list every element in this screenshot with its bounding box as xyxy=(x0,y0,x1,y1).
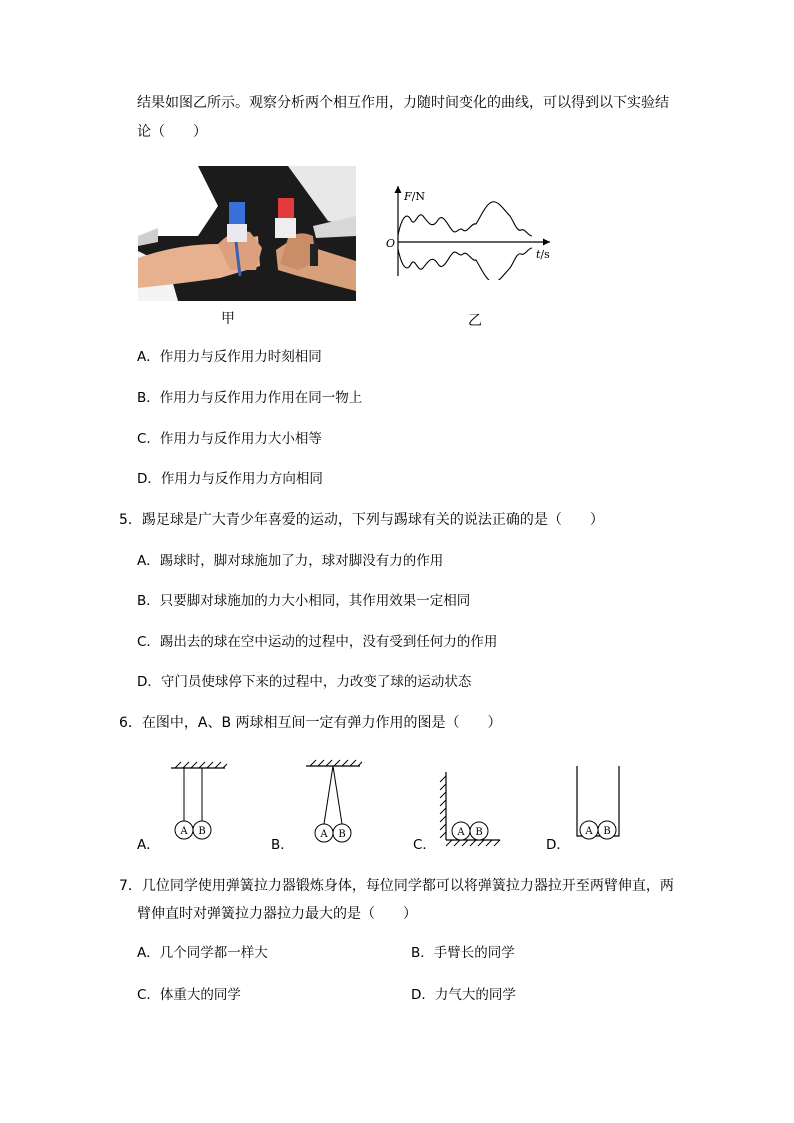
lower-force-curve xyxy=(398,248,532,280)
figure-yi-label: 乙 xyxy=(468,313,482,329)
q7-option-c: C．体重大的同学 xyxy=(137,987,241,1003)
ball-a-label: A xyxy=(585,826,593,837)
q4-option-a: A．作用力与反作用力时刻相同 xyxy=(137,349,322,365)
ball-b-label: B xyxy=(198,826,206,837)
q6-option-a-label: A． xyxy=(137,837,160,853)
q4-option-c: C．作用力与反作用力大小相等 xyxy=(137,431,322,447)
figure-b-diagram xyxy=(300,758,365,848)
q6-option-c-label: C． xyxy=(413,837,436,853)
ball-a-label: A xyxy=(180,826,188,837)
force-time-graph xyxy=(380,180,560,280)
q5-stem: 5．踢足球是广大青少年喜爱的运动，下列与踢球有关的说法正确的是（ ） xyxy=(119,512,604,528)
figure-jia-label: 甲 xyxy=(221,311,235,327)
ball-a-label: A xyxy=(320,829,328,840)
ball-b-label: B xyxy=(603,826,611,837)
ball-a-label: A xyxy=(457,827,465,838)
q7-stem-line1: 7．几位同学使用弹簧拉力器锻炼身体，每位同学都可以将弹簧拉力器拉开至两臂伸直，两 xyxy=(119,878,674,894)
q6-stem: 6．在图中，A、B 两球相互间一定有弹力作用的图是（ ） xyxy=(119,715,502,731)
x-axis-label: t/s xyxy=(536,248,550,261)
ball-b-label: B xyxy=(338,829,346,840)
q4-stem-line1: 结果如图乙所示。观察分析两个相互作用，力随时间变化的曲线，可以得到以下实验结 xyxy=(137,95,669,111)
hands-force-sensor-photo xyxy=(138,166,356,301)
q4-option-d: D．作用力与反作用力方向相同 xyxy=(137,471,323,487)
y-axis-label: F/N xyxy=(404,190,425,203)
q7-option-b: B．手臂长的同学 xyxy=(411,945,515,961)
origin-label: O xyxy=(386,237,396,250)
figure-c-diagram xyxy=(436,770,506,850)
figure-d-diagram xyxy=(572,764,624,844)
figure-a-diagram xyxy=(165,760,230,845)
q7-option-d: D．力气大的同学 xyxy=(411,987,516,1003)
upper-force-curve xyxy=(398,202,532,236)
q5-option-d: D．守门员使球停下来的过程中，力改变了球的运动状态 xyxy=(137,674,472,690)
ball-b-label: B xyxy=(475,827,483,838)
q7-option-a: A．几个同学都一样大 xyxy=(137,945,268,961)
q6-option-d-label: D． xyxy=(546,837,570,853)
q5-option-c: C．踢出去的球在空中运动的过程中，没有受到任何力的作用 xyxy=(137,634,498,650)
q4-option-b: B．作用力与反作用力作用在同一物上 xyxy=(137,390,363,406)
q7-stem-line2: 臂伸直时对弹簧拉力器拉力最大的是（ ） xyxy=(137,906,417,922)
q4-stem-line2: 论（ ） xyxy=(137,124,207,140)
q5-option-a: A．踢球时，脚对球施加了力，球对脚没有力的作用 xyxy=(137,553,444,569)
q6-option-b-label: B． xyxy=(271,837,294,853)
q5-option-b: B．只要脚对球施加的力大小相同，其作用效果一定相同 xyxy=(137,593,471,609)
